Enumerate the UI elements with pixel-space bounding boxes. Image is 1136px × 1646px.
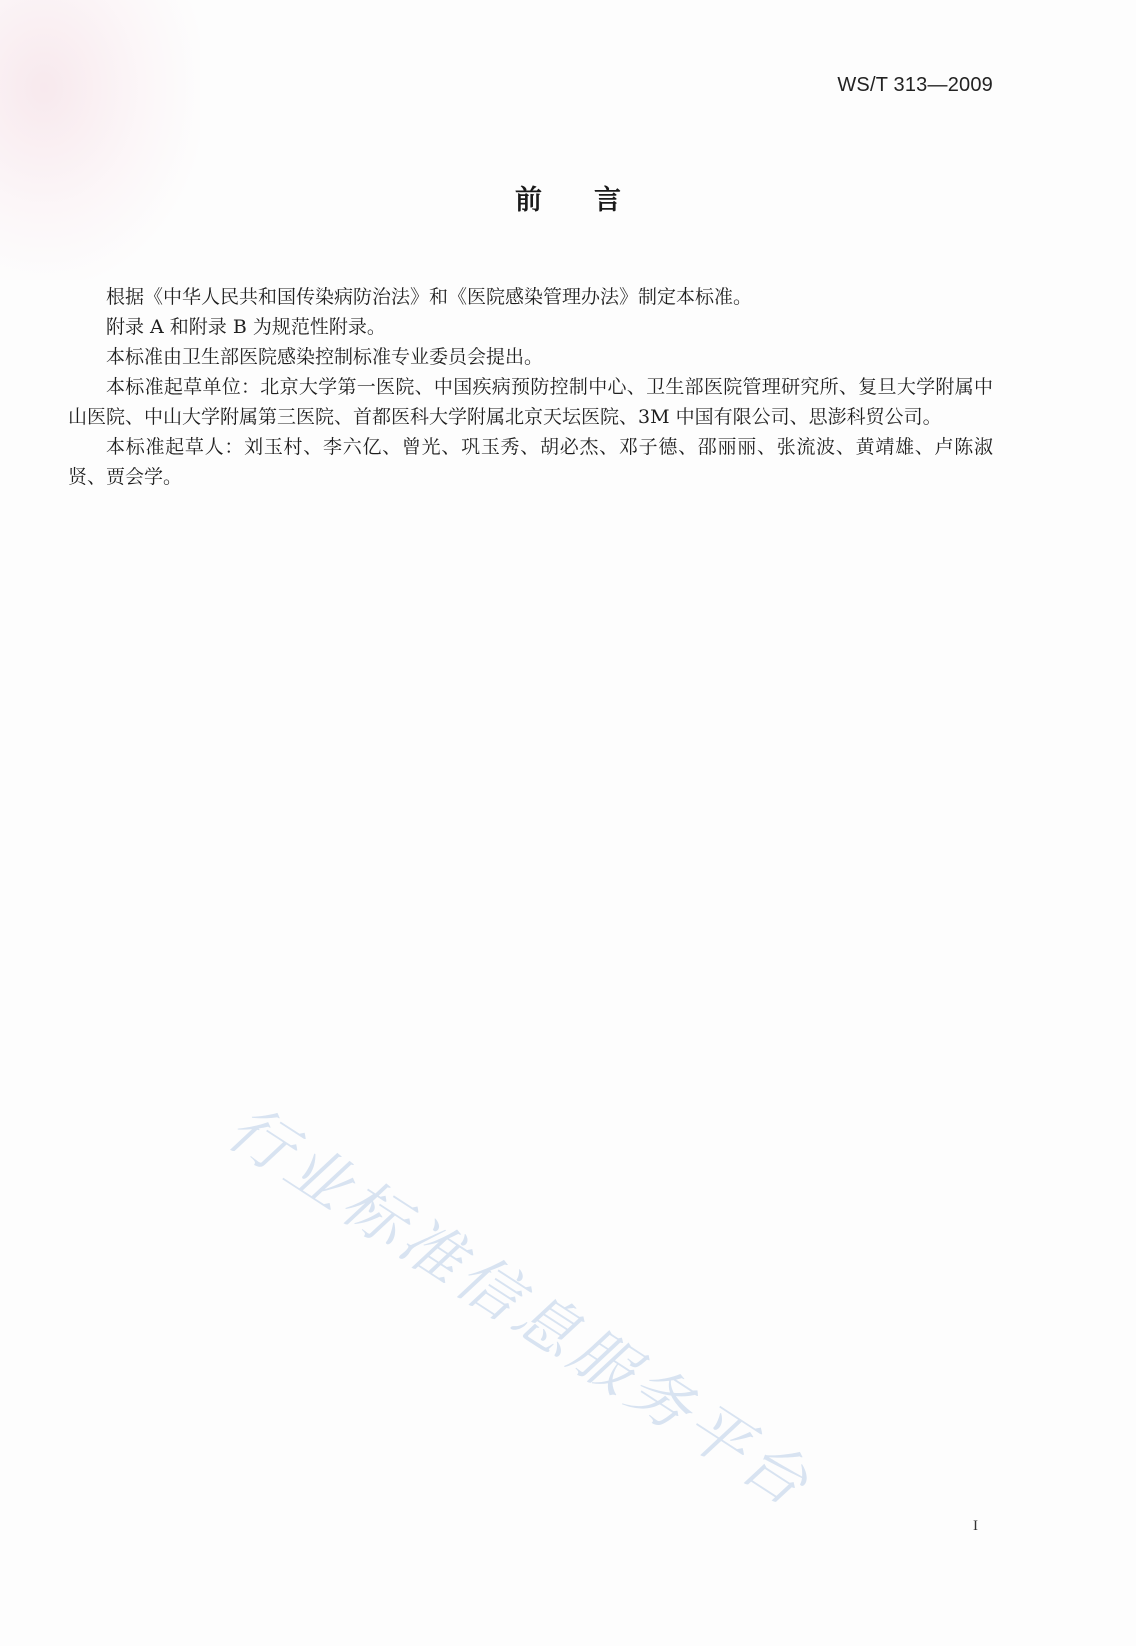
paragraph-drafters: 本标准起草人：刘玉村、李六亿、曾光、巩玉秀、胡必杰、邓子德、邵丽丽、张流波、黄靖雄、卢陈淑贤、贾会学。 [68,436,993,488]
page-number: I [973,1518,978,1534]
paragraph-proposer: 本标准由卫生部医院感染控制标准专业委员会提出。 [106,346,544,368]
foreword-body [68,282,993,492]
paragraph-appendix: 附录 A 和附录 B 为规范性附录。 [106,316,386,338]
paragraph-drafting-units: 本标准起草单位：北京大学第一医院、中国疾病预防控制中心、卫生部医院管理研究所、复旦大学附属中山医院、中山大学附属第三医院、首都医科大学附属北京天坛医院、3M 中国有限公司、思澎科贸公司。 [68,376,993,428]
standard-code: WS/T 313—2009 [837,74,993,96]
page-smudge [0,0,200,280]
paragraph-legal-basis: 根据《中华人民共和国传染病防治法》和《医院感染管理办法》制定本标准。 [106,286,753,308]
page-title: 前言 [515,185,673,216]
watermark: 行业标准信息服务平台 [215,1090,826,1523]
